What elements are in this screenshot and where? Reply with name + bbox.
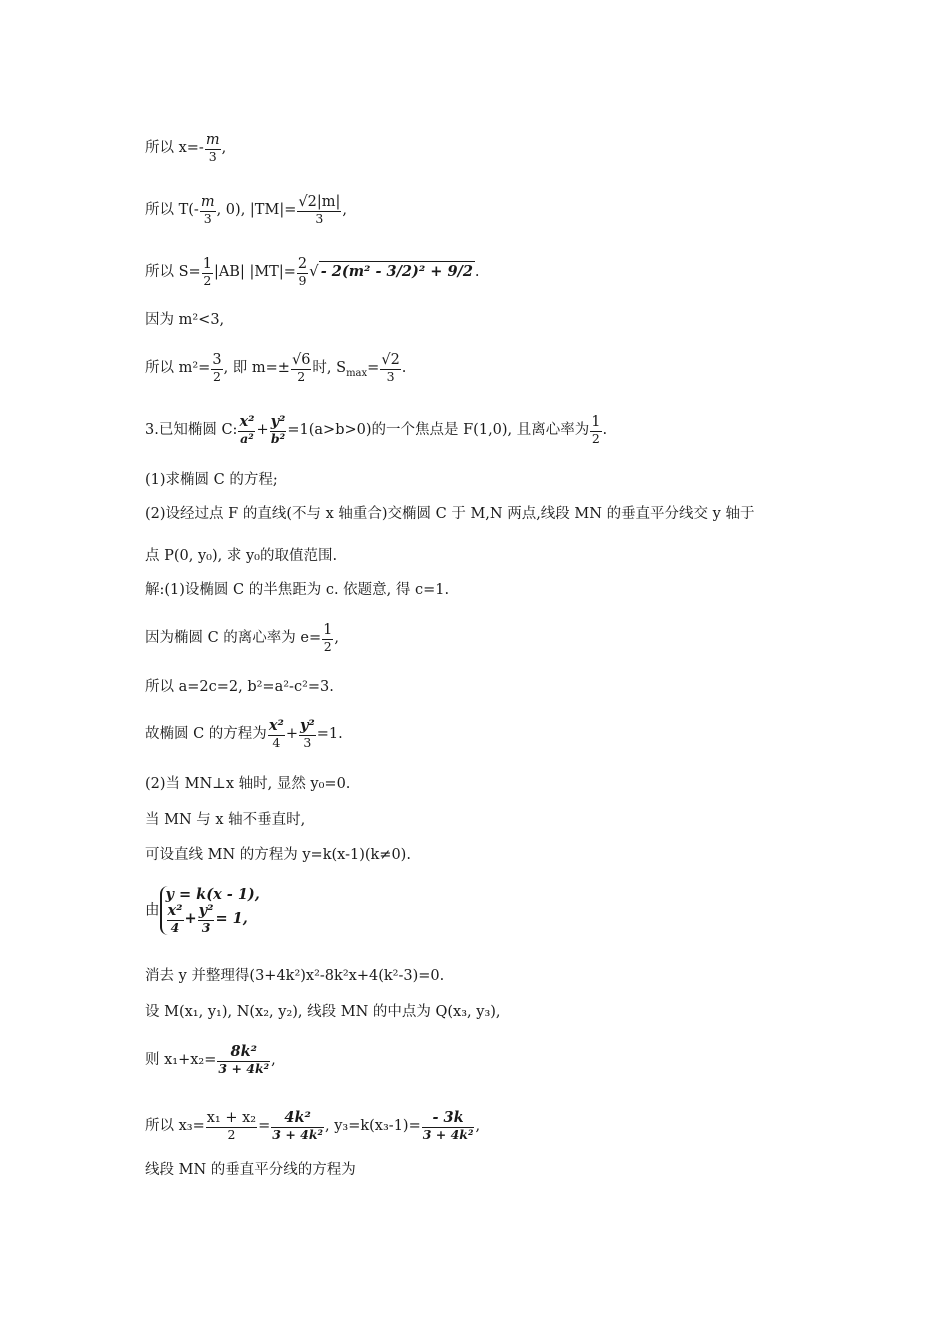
text: 所以 x=- (145, 140, 204, 157)
fraction (270, 414, 287, 446)
fraction (297, 256, 308, 288)
fraction (297, 194, 341, 226)
fraction (322, 622, 333, 654)
text: 所以 x₃= (145, 1118, 205, 1135)
numerator: x² (239, 413, 255, 430)
text: . (602, 422, 608, 439)
text: + (184, 910, 197, 928)
equation-system (160, 886, 260, 935)
solution-line-mn: 可设直线 MN 的方程为 y=k(x-1)(k≠0). (145, 847, 411, 863)
denominator: 2 (591, 430, 600, 446)
text: 因为椭圆 C 的离心率为 e= (145, 630, 322, 647)
fraction (206, 1110, 257, 1142)
line-x-value (145, 132, 226, 164)
text: 所以 m²= (145, 360, 211, 377)
text: , 0), |TM|= (216, 202, 297, 219)
solution-midpoint (145, 1110, 480, 1142)
fraction (268, 718, 285, 750)
text: |AB| |MT|= (213, 264, 296, 281)
text: = (367, 360, 380, 377)
solution-part-2-case-1: (2)当 MN⊥x 轴时, 显然 y₀=0. (145, 776, 351, 792)
text: 由 (145, 902, 160, 919)
fraction (291, 352, 311, 384)
fraction (271, 1110, 324, 1142)
text: 所以 S= (145, 264, 201, 281)
denominator: 2 (212, 368, 221, 384)
solution-perpendicular-bisector: 线段 MN 的垂直平分线的方程为 (145, 1162, 356, 1178)
denominator: 2 (227, 1126, 236, 1142)
denominator: 2 (297, 368, 306, 384)
fraction (299, 718, 316, 750)
text: 则 x₁+x₂= (145, 1052, 217, 1069)
solution-quadratic: 消去 y 并整理得(3+4k²)x²-8k²x+4(k²-3)=0. (145, 968, 445, 984)
text: , 即 m=± (223, 360, 290, 377)
text: 3.已知椭圆 C: (145, 422, 238, 439)
numerator: 2 (297, 256, 308, 272)
text: 所以 T(- (145, 202, 199, 219)
numerator: y² (270, 413, 286, 430)
fraction (202, 256, 213, 288)
solution-part-2-case-2: 当 MN 与 x 轴不垂直时, (145, 812, 306, 828)
fraction (200, 194, 216, 226)
line-area-formula (145, 256, 480, 288)
denominator: 2 (323, 638, 332, 654)
fraction (167, 903, 184, 935)
text: 时, S (312, 360, 347, 377)
fraction (217, 1044, 270, 1076)
denominator: 9 (298, 272, 307, 288)
denominator: 3 (386, 368, 395, 384)
text: 故椭圆 C 的方程为 (145, 726, 267, 743)
solution-points: 设 M(x₁, y₁), N(x₂, y₂), 线段 MN 的中点为 Q(x₃, y₃), (145, 1004, 501, 1020)
fraction (422, 1110, 475, 1142)
text: =1(a>b>0)的一个焦点是 F(1,0), 且离心率为 (287, 422, 590, 439)
denominator: 3 + 4k² (422, 1126, 474, 1142)
fraction (590, 414, 601, 446)
radical-sign-icon: √ (309, 262, 319, 281)
solution-line-1: 解:(1)设椭圆 C 的半焦距为 c. 依题意, 得 c=1. (145, 582, 450, 598)
numerator: √2|m| (298, 194, 341, 210)
denominator: 3 + 4k² (218, 1060, 270, 1076)
fraction (211, 352, 222, 384)
system-equation-2 (166, 903, 260, 935)
solution-ellipse-equation (145, 718, 343, 750)
text: , (221, 140, 227, 157)
system-equation-1: y = k(x - 1), (165, 886, 260, 903)
fraction (205, 132, 221, 164)
text: + (285, 726, 298, 743)
denominator: 3 + 4k² (272, 1126, 323, 1142)
denominator: a² (240, 430, 254, 446)
numerator: y² (299, 717, 315, 734)
numerator: x₁ + x₂ (206, 1110, 257, 1126)
numerator: 3 (212, 352, 222, 368)
fraction (238, 414, 255, 446)
line-t-point (145, 194, 347, 226)
text: = 1, (215, 910, 248, 928)
text: = (258, 1118, 271, 1135)
solution-system (145, 886, 260, 935)
text: . (401, 360, 407, 377)
denominator: 3 (315, 210, 324, 226)
denominator: b² (270, 430, 286, 446)
text: + (256, 422, 269, 439)
numerator: x² (268, 717, 284, 734)
denominator: 2 (203, 272, 212, 288)
question-2-line-1: (2)设经过点 F 的直线(不与 x 轴重合)交椭圆 C 于 M,N 两点,线段 MN 的垂直平分线交 y 轴于 (145, 506, 755, 522)
denominator: 3 (303, 734, 312, 750)
numerator: m (205, 132, 220, 148)
text: =1. (316, 726, 343, 743)
fraction (380, 352, 400, 384)
numerator: y² (198, 902, 214, 920)
denominator: 3 (203, 210, 212, 226)
question-1: (1)求椭圆 C 的方程; (145, 472, 278, 488)
numerator: m (200, 194, 215, 210)
numerator: √6 (291, 352, 311, 368)
subscript: max (346, 367, 368, 379)
line-m-condition: 因为 m²<3, (145, 312, 225, 328)
numerator: 1 (591, 414, 601, 430)
numerator: 4k² (271, 1110, 324, 1128)
problem-3-statement (145, 414, 607, 446)
denominator: 4 (170, 920, 180, 936)
text: . (474, 264, 480, 281)
solution-a-b-values: 所以 a=2c=2, b²=a²-c²=3. (145, 679, 334, 695)
text: , (334, 630, 339, 647)
text: , (475, 1118, 481, 1135)
numerator: √2 (381, 352, 400, 368)
text: , (342, 202, 347, 219)
numerator: 1 (202, 256, 212, 272)
solution-sum-x (145, 1044, 276, 1076)
text: , (271, 1052, 276, 1069)
numerator: - 3k (422, 1110, 475, 1128)
question-2-line-2: 点 P(0, y₀), 求 y₀的取值范围. (145, 548, 338, 564)
numerator: 1 (323, 622, 333, 638)
numerator: 8k² (217, 1044, 270, 1062)
fraction (198, 903, 215, 935)
radicand: - 2(m² - 3/2)² + 9/2 (320, 263, 473, 281)
denominator: 4 (272, 734, 281, 750)
denominator: 3 (208, 148, 217, 164)
text: , y₃=k(x₃-1)= (324, 1118, 421, 1135)
line-s-max (145, 352, 406, 384)
numerator: x² (167, 902, 183, 920)
denominator: 3 (201, 920, 211, 936)
solution-eccentricity (145, 622, 339, 654)
